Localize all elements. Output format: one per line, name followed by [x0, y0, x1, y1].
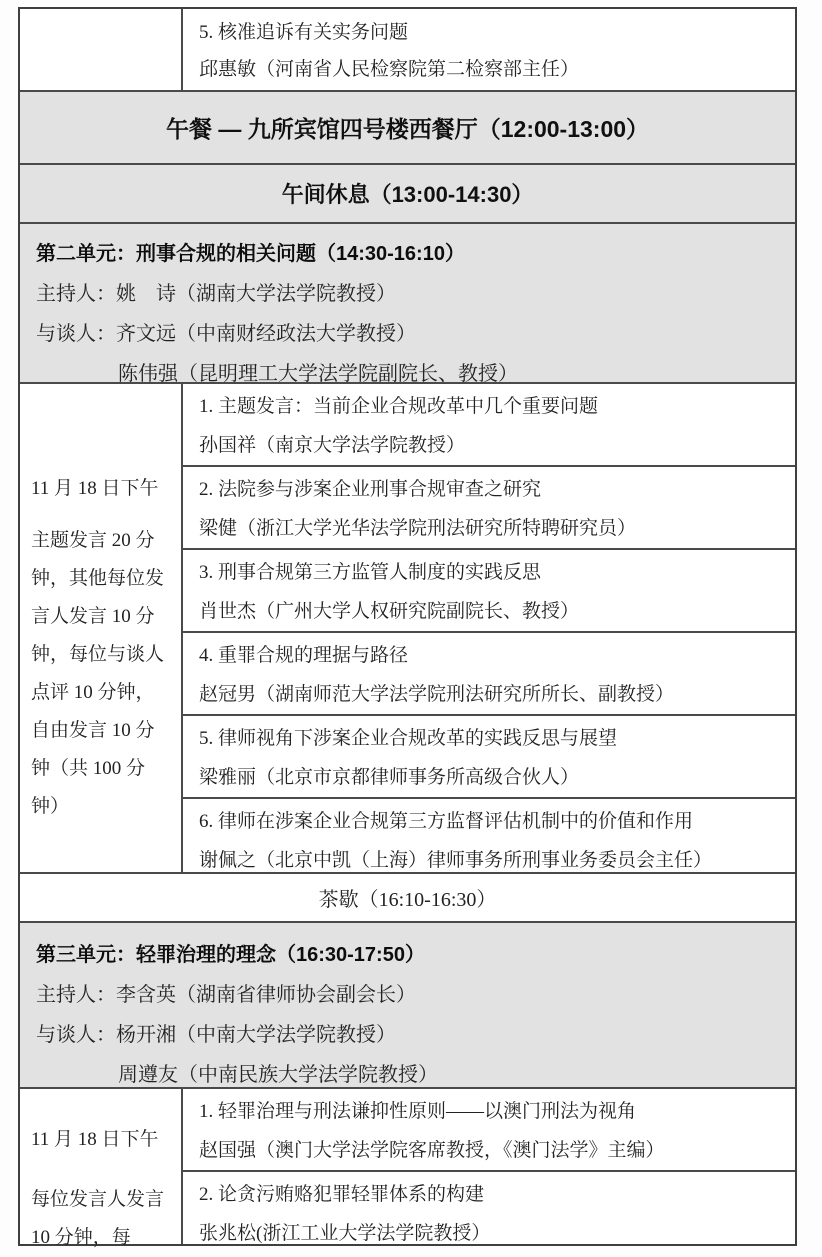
session-item-title: 4. 重罪合规的理据与路径 [199, 645, 409, 666]
session-item-speaker: 梁雅丽（北京市京都律师事务所高级合伙人） [199, 767, 580, 788]
session-timing-note: 主题发言 20 分钟，其他每位发言人发言 10 分钟，每位与谈人点评 10 分钟，自由发言 10 分钟（共 100 分钟） [31, 530, 165, 817]
unit3-title: 第三单元：轻罪治理的理念（16:30-17:50） [36, 944, 425, 966]
session-item-speaker: 赵国强（澳门大学法学院客席教授，《澳门法学》主编） [199, 1140, 665, 1161]
unit2-title: 第二单元：刑事合规的相关问题（14:30-16:10） [36, 243, 465, 265]
unit2-items [183, 384, 795, 872]
session-item-speaker: 谢佩之（北京中凯（上海）律师事务所刑事业务委员会主任） [199, 850, 713, 871]
unit2-header [20, 222, 795, 385]
session-item-title: 1. 轻罪治理与刑法谦抑性原则——以澳门刑法为视角 [199, 1101, 637, 1122]
session-date: 11 月 18 日下午 [31, 1129, 159, 1150]
session-item-title: 3. 刑事合规第三方监管人制度的实践反思 [199, 562, 542, 583]
session-timing-note: 每位发言人发言 10 分钟，每 [31, 1189, 165, 1248]
session-item-title: 6. 律师在涉案企业合规第三方监督评估机制中的价值和作用 [199, 811, 694, 832]
session-item-speaker: 梁健（浙江大学光华法学院刑法研究所特聘研究员） [199, 518, 637, 539]
session-item-title: 5. 律师视角下涉案企业合规改革的实践反思与展望 [199, 728, 618, 749]
empty-time-cell [20, 9, 183, 90]
unit3-discussant: 与谈人：杨开湘（中南大学法学院教授） [36, 1024, 396, 1046]
session-item-speaker: 张兆松(浙江工业大学法学院教授） [199, 1223, 491, 1244]
session-date: 11 月 18 日下午 [31, 478, 159, 499]
unit2-sessions [20, 382, 795, 872]
session-item [183, 548, 795, 631]
session-item-title: 2. 法院参与涉案企业刑事合规审查之研究 [199, 479, 542, 500]
session-item-title: 5. 核准追诉有关实务问题 [199, 22, 409, 43]
unit3-items [183, 1089, 795, 1244]
session-item-speaker: 邱惠敏（河南省人民检察院第二检察部主任） [199, 59, 580, 80]
session-item-speaker: 赵冠男（湖南师范大学法学院刑法研究所所长、副教授） [199, 684, 675, 705]
carryover-row [20, 9, 795, 90]
session-item-speaker: 孙国祥（南京大学法学院教授） [199, 435, 466, 456]
unit3-host: 主持人：李含英（湖南省律师协会副会长） [36, 984, 416, 1006]
unit2-discussant: 与谈人：齐文远（中南财经政法大学教授） [36, 323, 416, 345]
lunch-row: 午餐 — 九所宾馆四号楼西餐厅（12:00-13:00） [20, 90, 795, 163]
unit3-discussant: 周遵友（中南民族大学法学院教授） [118, 1064, 438, 1086]
unit3-sessions [20, 1087, 795, 1248]
unit3-header [20, 921, 795, 1087]
session-item [183, 631, 795, 714]
session-item [183, 714, 795, 797]
session-item [183, 465, 795, 548]
session-item [183, 797, 795, 880]
tea-break-row: 茶歇（16:10-16:30） [20, 872, 795, 921]
session-item-speaker: 肖世杰（广州大学人权研究院副院长、教授） [199, 601, 580, 622]
session-item-title: 1. 主题发言：当前企业合规改革中几个重要问题 [199, 396, 599, 417]
session-item-title: 2. 论贪污贿赂犯罪轻罪体系的构建 [199, 1184, 485, 1205]
agenda-table [18, 7, 797, 1246]
session-item [183, 1089, 795, 1170]
carryover-item [183, 9, 795, 90]
unit2-host: 主持人：姚 诗（湖南大学法学院教授） [36, 283, 396, 305]
noon-break-row: 午间休息（13:00-14:30） [20, 163, 795, 222]
unit2-time-cell [20, 384, 183, 872]
unit3-time-cell [20, 1089, 183, 1248]
unit2-discussant: 陈伟强（昆明理工大学法学院副院长、教授） [118, 363, 518, 385]
session-item [183, 384, 795, 465]
session-item [183, 1170, 795, 1253]
